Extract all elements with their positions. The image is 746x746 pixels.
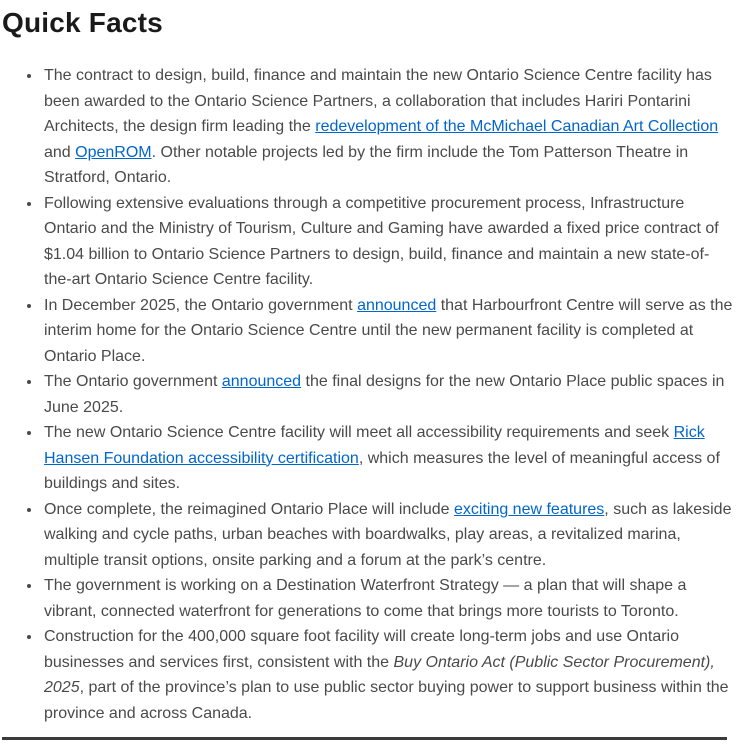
fact-text: , such as lakeside walking and cycle paths, urban beaches with boardwalks, play areas, a revitalized marina, multiple transit options, onsite parking and a forum at the park’s centre. bbox=[44, 500, 732, 569]
inline-link[interactable]: redevelopment of the McMichael Canadian Art Collection bbox=[315, 118, 719, 135]
fact-text: that Harbourfront Centre will serve as the interim home for the Ontario Science Centre until the new permanent facility is completed at Ontario Place. bbox=[44, 296, 733, 365]
page-title: Quick Facts bbox=[2, 7, 163, 38]
fact-text: Following extensive evaluations through a competitive procurement process, Infrastructure Ontario and the Ministry of Tourism, Culture and Gaming have awarded a fixed price contract of $1.04 billion to Ontario Science Partners to design, build, finance and maintain a new state-of-the-art Ontario Science Centre facility. bbox=[44, 194, 719, 288]
fact-text: The government is working on a Destination Waterfront Strategy — a plan that will shape a vibrant, connected waterfront for generations to come that brings more tourists to Toronto. bbox=[44, 577, 687, 620]
fact-text: The contract to design, build, finance and maintain the new Ontario Science Centre facility has been awarded to the Ontario Science Partners, a collaboration that includes Hariri Pontarini Architects, the design firm leading the bbox=[44, 67, 712, 135]
fact-text: the final designs for the new Ontario Place public spaces in June 2025. bbox=[44, 373, 725, 416]
fact-text: , part of the province’s plan to use public sector buying power to support business within the province and across Canada. bbox=[44, 679, 729, 722]
inline-link[interactable]: exciting new features bbox=[453, 500, 605, 518]
fact-text: Once complete, the reimagined Ontario Place will include bbox=[44, 500, 454, 518]
fact-text: and bbox=[44, 143, 76, 161]
fact-item bbox=[42, 293, 734, 370]
fact-item bbox=[42, 63, 734, 191]
fact-text: The new Ontario Science Centre facility will meet all accessibility requirements and seek bbox=[44, 424, 674, 441]
section-divider bbox=[2, 737, 727, 740]
fact-item bbox=[42, 420, 734, 497]
fact-text: Construction for the 400,000 square foot facility will create long-term jobs and use Ontario businesses and services first, consistent with the bbox=[44, 628, 679, 671]
fact-item bbox=[42, 624, 734, 726]
fact-item bbox=[42, 497, 734, 574]
inline-link[interactable]: OpenROM bbox=[75, 143, 152, 161]
inline-link[interactable]: announced bbox=[357, 296, 437, 314]
quick-facts-list bbox=[2, 63, 734, 726]
fact-item bbox=[42, 573, 734, 624]
inline-link[interactable]: announced bbox=[221, 373, 302, 390]
fact-item bbox=[42, 191, 734, 293]
fact-text: , which measures the level of meaningful access of buildings and sites. bbox=[44, 449, 720, 492]
fact-item bbox=[42, 369, 734, 420]
italic-text: Buy Ontario Act (Public Sector Procurement), 2025 bbox=[44, 653, 715, 696]
fact-text: In December 2025, the Ontario government bbox=[44, 296, 358, 314]
fact-text: The Ontario government bbox=[44, 373, 222, 390]
inline-link[interactable]: Rick Hansen Foundation accessibility certification bbox=[44, 424, 705, 467]
fact-text: . Other notable projects led by the firm include the Tom Patterson Theatre in Stratford, Ontario. bbox=[44, 143, 689, 186]
